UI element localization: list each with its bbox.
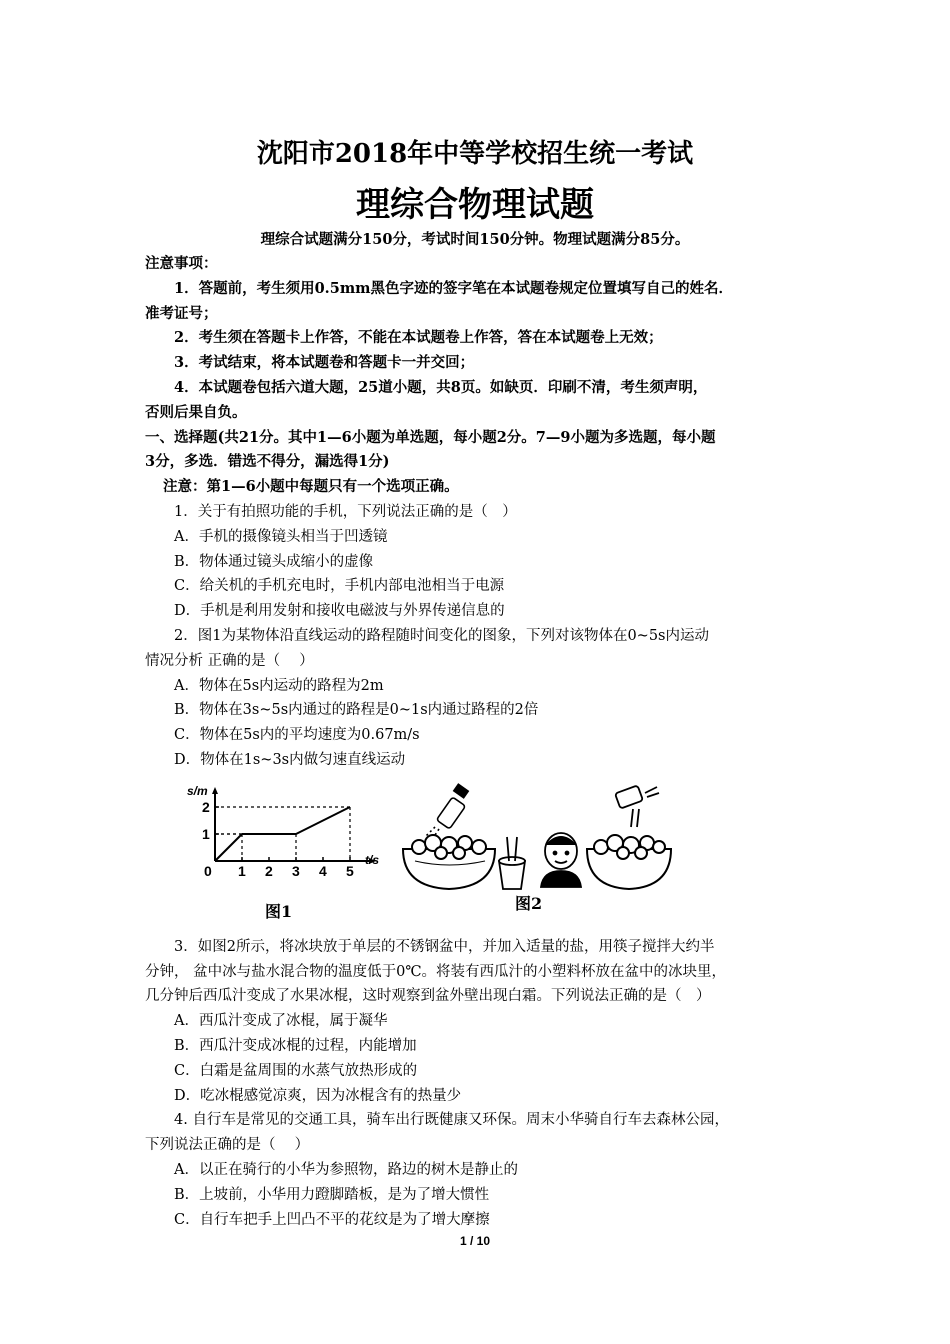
page-number: 1 / 10 xyxy=(459,1234,491,1248)
q1-stem: 1．关于有拍照功能的手机，下列说法正确的是（ ） xyxy=(174,503,517,520)
figures-row xyxy=(145,779,817,935)
x-tick-label: 1 xyxy=(238,862,246,879)
x-tick-label: 0 xyxy=(204,862,212,879)
note-1: 1．答题前，考生须用0.5mm黑色字迹的签字笔在本试题卷规定位置填写自己的姓名． xyxy=(174,279,733,297)
q2-option-b: B．物体在3s~5s内通过的路程是0~1s内通过路程的2倍 xyxy=(174,702,539,719)
series-segment xyxy=(296,807,350,834)
figure-1-caption: 图1 xyxy=(265,901,293,921)
q4-option-b: B．上坡前，小华用力蹬脚踏板，是为了增大惯性 xyxy=(174,1186,490,1203)
x-tick-label: 3 xyxy=(292,862,300,879)
q2-option-c: C．物体在5s内的平均速度为0.67m/s xyxy=(174,727,420,744)
q3-option-b: B．西瓜汁变成冰棍的过程，内能增加 xyxy=(174,1037,417,1054)
q2-option-d: D．物体在1s~3s内做匀速直线运动 xyxy=(174,751,406,768)
subject-title: 理综合物理试题 xyxy=(356,185,594,225)
q3-stem: 3．如图2所示，将冰块放于单层的不锈钢盆中，并加入适量的盐，用筷子搅拌大约半 xyxy=(174,938,715,955)
q3-stem-cont: 分钟， 盆中冰与盐水混合物的温度低于0℃。将装有西瓜汁的小塑料杯放在盆中的冰块里， xyxy=(145,963,727,980)
series-segment xyxy=(215,834,242,861)
x-tick-label: 4 xyxy=(319,862,327,879)
y-axis-label: s/m xyxy=(187,783,208,798)
q3-option-c: C．白霜是盆周围的水蒸气放热形成的 xyxy=(174,1062,418,1079)
note-3: 3．考试结束，将本试题卷和答题卡一并交回； xyxy=(174,354,475,372)
q2-stem-cont: 情况分析 正确的是（ ） xyxy=(145,652,314,669)
notes-heading: 注意事项： xyxy=(145,255,218,272)
q4-stem-cont: 下列说法正确的是（ ） xyxy=(145,1137,310,1154)
x-axis-label: t/s xyxy=(365,852,380,867)
q3-option-d: D．吃冰棍感觉凉爽，因为冰棍含有的热量少 xyxy=(174,1087,462,1104)
figure-2-caption: 图2 xyxy=(515,893,543,913)
ice-bowl-icon xyxy=(403,835,495,889)
note-1-cont: 准考证号； xyxy=(145,304,218,322)
second-bowl-icon xyxy=(587,835,671,889)
q3-stem-cont-2: 几分钟后西瓜汁变成了水果冰棍，这时观察到盆外壁出现白霜。下列说法正确的是（ ） xyxy=(145,988,711,1005)
q2-stem: 2．图1为某物体沿直线运动的路程随时间变化的图象，下列对该物体在0~5s内运动 xyxy=(174,627,709,644)
x-tick-label: 2 xyxy=(265,862,273,879)
note-2: 2．考生须在答题卡上作答，不能在本试题卷上作答，答在本试题卷上无效； xyxy=(174,329,663,347)
y-axis-arrow xyxy=(212,787,218,794)
note-4: 4．本试题卷包括六道大题，25道小题，共8页。如缺页．印刷不清，考生须声明， xyxy=(174,378,708,396)
exam-content xyxy=(145,252,817,1232)
q1-option-c: C．给关机的手机充电时，手机内部电池相当于电源 xyxy=(174,578,505,595)
section-note: 注意：第1—6小题中每题只有一个选项正确。 xyxy=(163,478,459,496)
score-info: 理综合试题满分150分，考试时间150分钟。物理试题满分85分。 xyxy=(260,231,690,248)
section-heading-cont: 3分，多选．错选不得分，漏选得1分) xyxy=(145,453,390,471)
x-tick-label: 5 xyxy=(346,862,354,879)
y-tick-label: 2 xyxy=(202,798,210,815)
section-heading: 一、选择题(共21分。其中1—6小题为单选题，每小题2分。7—9小题为多选题，每小题 xyxy=(145,428,716,446)
q4-option-c: C．自行车把手上凹凸不平的花纹是为了增大摩擦 xyxy=(174,1211,490,1228)
figure-1-chart xyxy=(185,781,405,931)
chart-axes xyxy=(212,787,376,864)
figure-2-illustration xyxy=(395,779,675,929)
q1-option-b: B．物体通过镜头成缩小的虚像 xyxy=(174,553,374,570)
chart-ticks xyxy=(202,799,354,879)
q2-option-a: A．物体在5s内运动的路程为2m xyxy=(174,677,384,694)
q1-option-a: A．手机的摄像镜头相当于凹透镜 xyxy=(174,528,388,545)
exam-title: 沈阳市2018年中等学校招生统一考试 xyxy=(256,139,694,169)
q4-stem: 4. 自行车是常见的交通工具，骑车出行既健康又环保。周末小华骑自行车去森林公园， xyxy=(174,1112,729,1129)
child-icon xyxy=(541,833,581,887)
note-4-cont: 否则后果自负。 xyxy=(145,403,247,421)
salt-bottle-icon xyxy=(425,784,468,841)
juice-cup-icon xyxy=(499,837,525,889)
q1-option-d: D．手机是利用发射和接收电磁波与外界传递信息的 xyxy=(174,603,505,620)
q4-option-a: A．以正在骑行的小华为参照物，路边的树木是静止的 xyxy=(174,1161,518,1178)
y-tick-label: 1 xyxy=(202,825,210,842)
pouring-cup-icon xyxy=(615,785,659,827)
q3-option-a: A．西瓜汁变成了冰棍，属于凝华 xyxy=(174,1013,388,1030)
